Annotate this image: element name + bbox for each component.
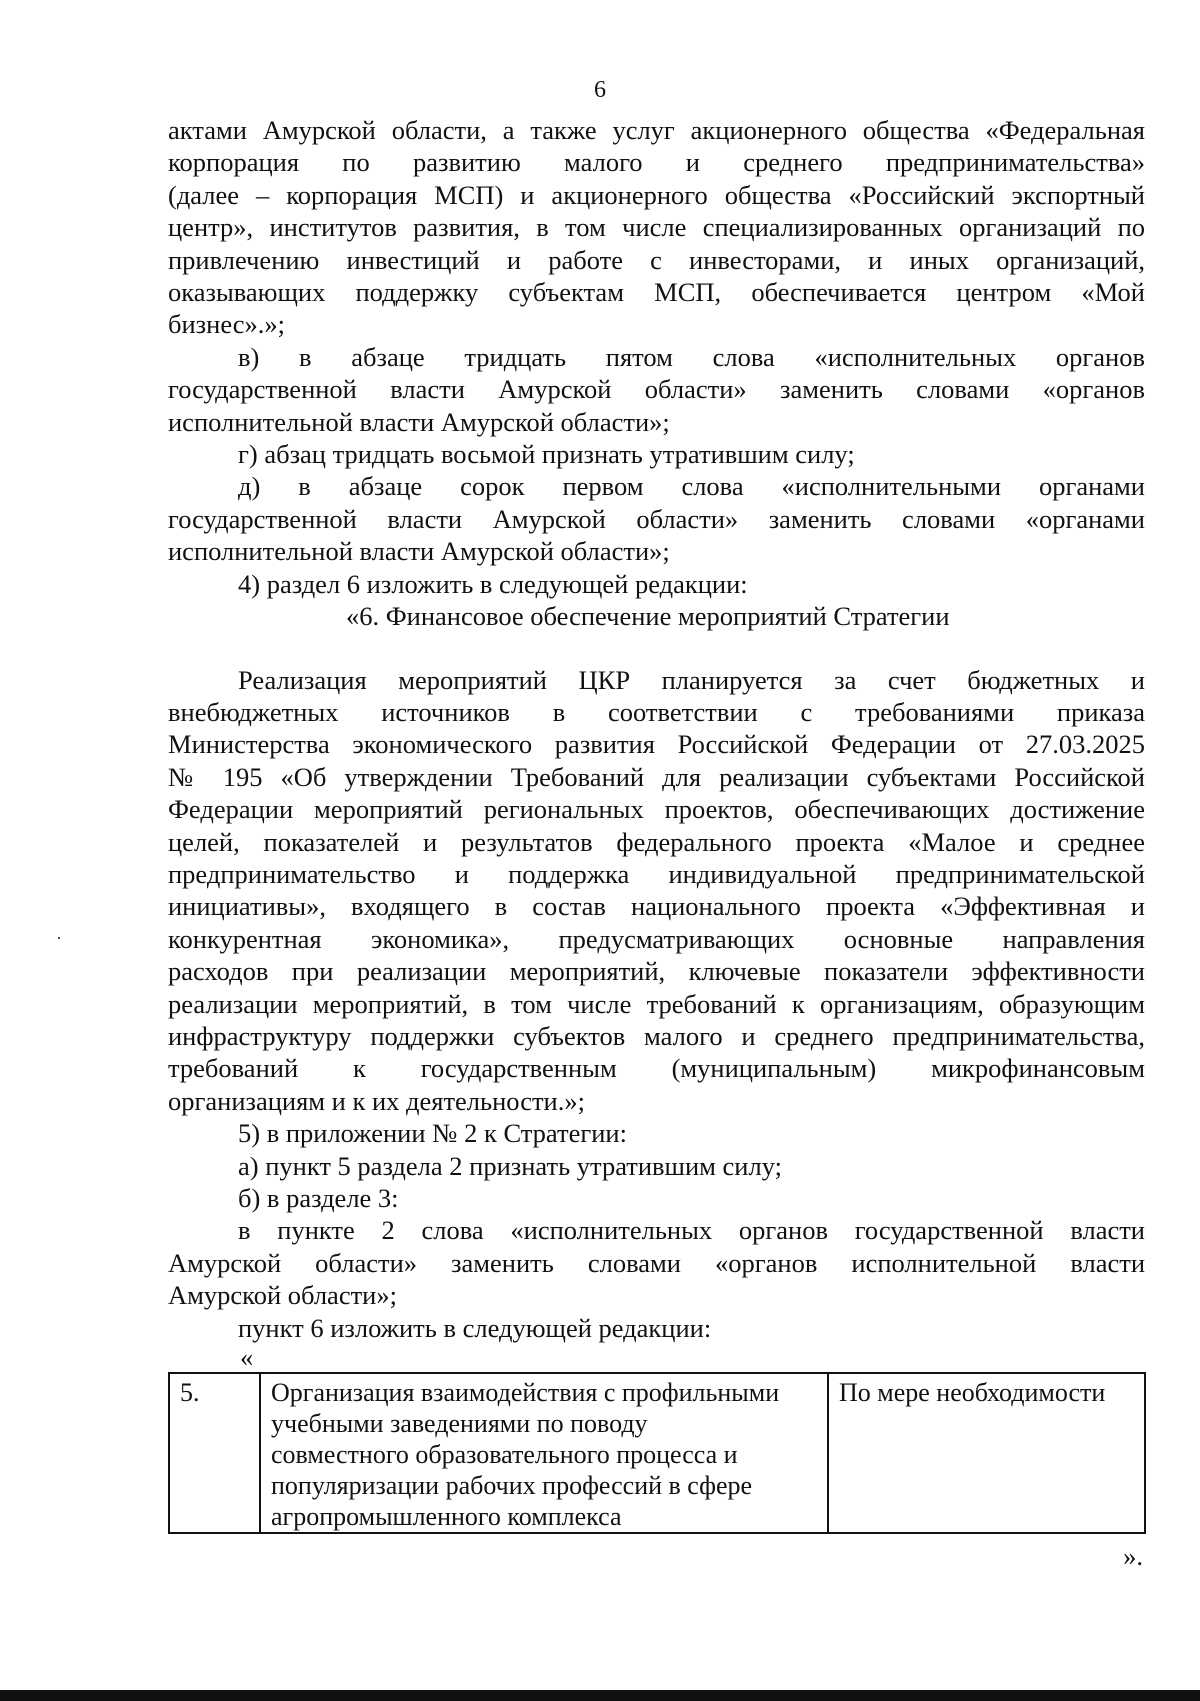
paragraph-services — [168, 114, 1145, 341]
measures-table — [168, 1372, 1146, 1534]
text-line: а) пункт 5 раздела 2 признать утратившим силу; — [238, 1150, 782, 1181]
paragraph-item-a — [168, 1150, 1145, 1182]
cell-line: популяризации рабочих профессий в сфере — [271, 1471, 753, 1501]
text-line: корпорация по развитию малого и среднего предпринимательства» — [168, 147, 1145, 178]
cell-line: агропромышленного комплекса — [271, 1502, 622, 1532]
deadline-cell: По мере необходимости — [828, 1373, 1145, 1533]
paragraph-financing — [168, 664, 1145, 1118]
text-line: пункт 6 изложить в следующей редакции: — [238, 1312, 712, 1343]
text-line: 4) раздел 6 изложить в следующей редакции: — [238, 568, 748, 599]
page-number: 6 — [594, 77, 606, 103]
text-line: Министерства экономического развития Российской Федерации от 27.03.2025 — [168, 729, 1145, 760]
text-line: № 195 «Об утверждении Требований для реализации субъектами Российской — [168, 761, 1145, 792]
activity-cell — [260, 1373, 828, 1533]
text-line: бизнес».»; — [168, 309, 285, 340]
cell-line: учебными заведениями по поводу — [271, 1409, 648, 1439]
text-line: реализации мероприятий, в том числе требований к организациям, образующим — [168, 988, 1145, 1019]
text-line: актами Амурской области, а также услуг акционерного общества «Федеральная — [168, 115, 1145, 145]
opening-quote: « — [240, 1342, 254, 1373]
paragraph-point-2 — [168, 1214, 1145, 1311]
paragraph-item-5 — [168, 1117, 1145, 1149]
text-line: государственной власти Амурской области» заменить словами «органами — [168, 503, 1145, 534]
text-line: конкурентная экономика», предусматривающих основные направления — [168, 923, 1145, 954]
text-line: расходов при реализации мероприятий, ключевые показатели эффективности — [168, 956, 1145, 987]
scan-bottom-edge — [0, 1690, 1200, 1701]
row-number-cell: 5. — [169, 1373, 260, 1533]
text-line: центр», институтов развития, в том числе специализированных организаций по — [168, 212, 1145, 243]
section-heading: «6. Финансовое обеспечение мероприятий Стратегии — [346, 601, 950, 632]
text-line: Амурской области»; — [168, 1280, 397, 1311]
text-line: целей, показателей и результатов федерального проекта «Малое и среднее — [168, 826, 1145, 857]
text-line: г) абзац тридцать восьмой признать утратившим силу; — [238, 439, 855, 470]
text-line: оказывающих поддержку субъектам МСП, обеспечивается центром «Мой — [168, 277, 1145, 308]
table-row — [169, 1373, 1145, 1533]
text-line: (далее – корпорация МСП) и акционерного общества «Российский экспортный — [168, 179, 1145, 210]
text-line: исполнительной власти Амурской области»; — [168, 536, 670, 567]
text-line: в) в абзаце тридцать пятом слова «исполнительных органов — [238, 341, 1145, 372]
text-line: Амурской области» заменить словами «органов исполнительной власти — [168, 1247, 1145, 1278]
cell-line: совместного образовательного процесса и — [271, 1440, 738, 1470]
paragraph-item-b — [168, 1182, 1145, 1214]
text-line: внебюджетных источников в соответствии с требованиями приказа — [168, 696, 1145, 727]
paragraph-item-v — [168, 341, 1145, 438]
text-line: Реализация мероприятий ЦКР планируется за счет бюджетных и — [238, 664, 1145, 695]
text-line: инициативы», входящего в состав национального проекта «Эффективная и — [168, 891, 1145, 922]
text-line: д) в абзаце сорок первом слова «исполнительными органами — [238, 471, 1145, 502]
text-line: 5) в приложении № 2 к Стратегии: — [238, 1118, 627, 1149]
scan-speck — [58, 937, 60, 939]
text-line: б) в разделе 3: — [238, 1183, 399, 1213]
text-line: в пункте 2 слова «исполнительных органов государственной власти — [238, 1215, 1145, 1246]
paragraph-item-g — [168, 438, 1145, 470]
paragraph-item-4 — [168, 568, 1145, 600]
text-line: предпринимательство и поддержка индивидуальной предпринимательской — [168, 858, 1145, 889]
blank-line — [168, 633, 1145, 664]
paragraph-point-6 — [168, 1312, 1145, 1344]
closing-quote: ». — [1123, 1541, 1143, 1572]
cell-line: Организация взаимодействия с профильными — [271, 1378, 780, 1408]
text-line: инфраструктуру поддержки субъектов малого и среднего предпринимательства, — [168, 1020, 1145, 1051]
text-line: исполнительной власти Амурской области»; — [168, 406, 670, 437]
document-body — [168, 114, 1145, 1578]
text-line: требований к государственным (муниципальным) микрофинансовым — [168, 1053, 1145, 1084]
text-line: организациям и к их деятельности.»; — [168, 1085, 585, 1116]
paragraph-item-d — [168, 470, 1145, 567]
text-line: государственной власти Амурской области» заменить словами «органов — [168, 374, 1145, 405]
text-line: Федерации мероприятий региональных проектов, обеспечивающих достижение — [168, 794, 1145, 825]
text-line: привлечению инвестиций и работе с инвесторами, и иных организаций, — [168, 244, 1145, 275]
